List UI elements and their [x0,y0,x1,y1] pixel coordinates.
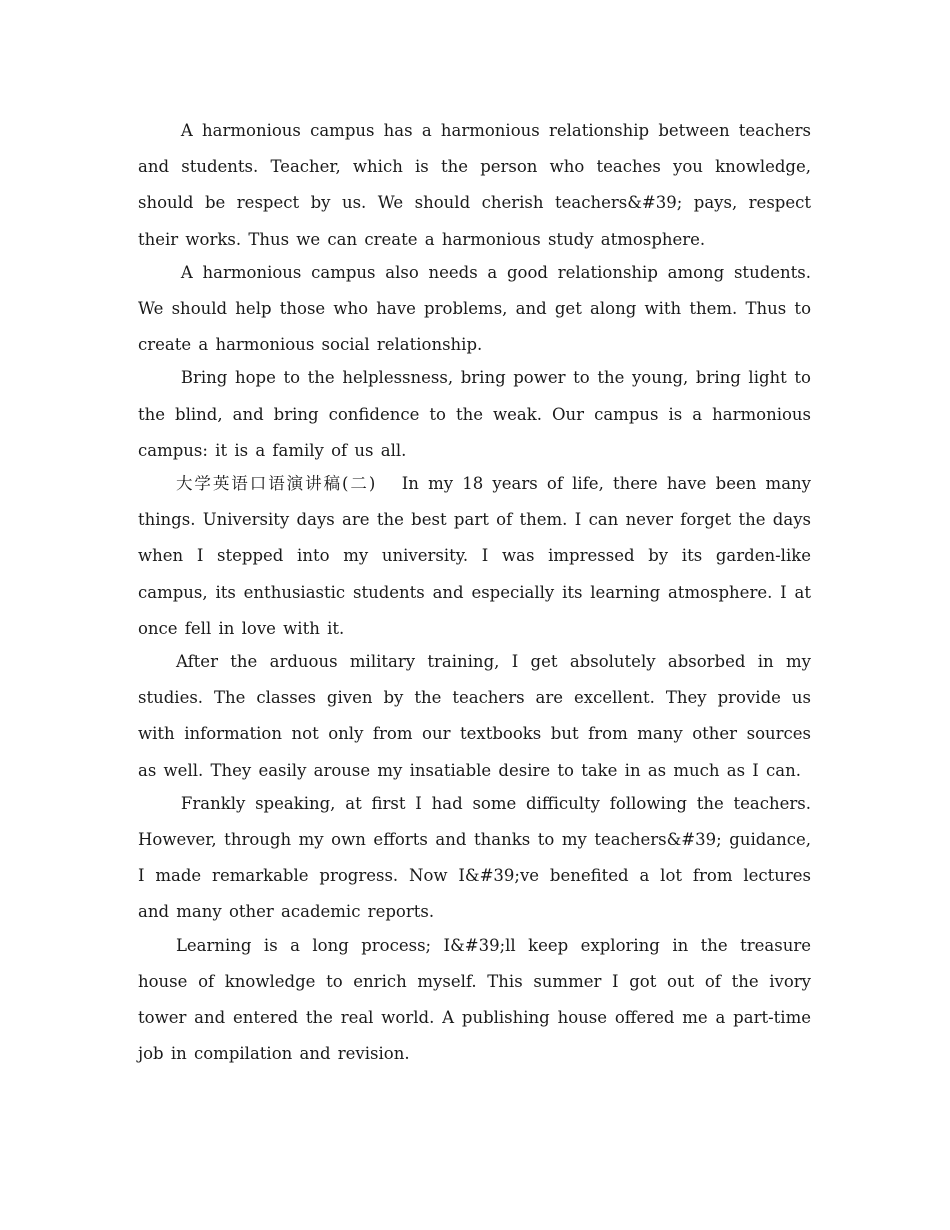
paragraph-speech-two [138,466,811,647]
paragraph-teachers: A harmonious campus has a harmonious relationship between teachers and students. Teacher, which is the person who teaches you knowledge, should be respect by us. We should cherish teachers&#39; pays, respect their works. Thus we can create a harmonious study atmosphere. [138,121,811,249]
paragraph-frankly-speaking: Frankly speaking, at first I had some difficulty following the teachers. However, through my own efforts and thanks to my teachers&#39; guidance, I made remarkable progress. Now I&#39;ve benefited a lot from lectures and many other academic reports. [138,793,811,922]
paragraph-students: A harmonious campus also needs a good relationship among students. We should help those who have problems, and get along with them. Thus to create a harmonious social relationship. [138,262,811,355]
paragraph-learning-process: Learning is a long process; I&#39;ll keep exploring in the treasure house of knowledge to enrich myself. This summer I got out of the ivory tower and entered the real world. A publishing house offered me a part-time job in compilation and revision. [138,935,811,1064]
speech-intro: In my 18 years of life, there have been many things. University days are the best part of them. I can never forget the days when I stepped into my university. I was impressed by its garden-like campus, its enthusiastic students and especially its learning atmosphere. I at once fell in love with it. [138,474,811,638]
speech-heading: 大学英语口语演讲稿(二) [175,474,376,494]
paragraph-bring-hope: Bring hope to the helplessness, bring power to the young, bring light to the blind, and bring confidence to the weak. Our campus is a harmonious campus: it is a family of us all. [138,368,811,460]
paragraph-military-training: After the arduous military training, I get absolutely absorbed in my studies. The classes given by the teachers are excellent. They provide us with information not only from our textbooks but from many other sources as well. They easily arouse my insatiable desire to take in as much as I can. [138,652,811,780]
document-body [138,113,811,1069]
